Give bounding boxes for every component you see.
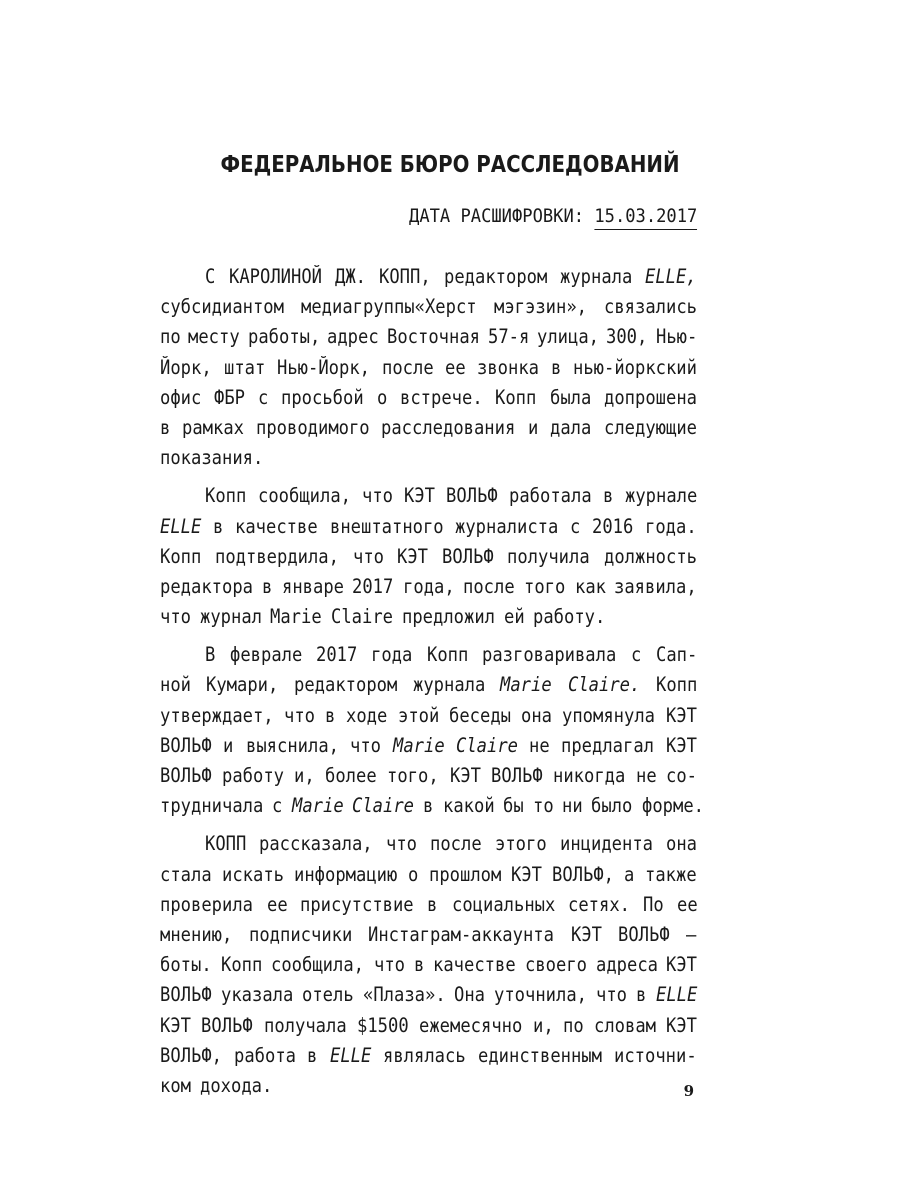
word: после [381,355,434,379]
date-label: ДАТА РАСШИФРОВКИ: [408,205,584,227]
word: рассказала, [259,832,374,856]
word: 300, [606,325,648,349]
word: допрошена [603,385,697,409]
word: своего [524,953,587,977]
word: месту [187,325,240,349]
word: Йорк, [160,355,212,379]
word: со- [666,764,698,787]
word: бы [503,794,525,818]
word: проводимого [255,415,370,439]
word: социальных [451,892,555,916]
word: была [549,385,591,409]
word: отель [301,983,354,1007]
word: Копп [426,643,469,667]
word: ее [266,892,288,916]
word: журнала [412,673,485,697]
word: с [257,385,269,409]
word: в [550,355,561,379]
word: журнал [199,605,262,629]
word: КОПП, [378,265,431,288]
date-value: 15.03.2017 [594,205,697,230]
word: журнале [624,484,698,508]
word: Копп [655,673,697,697]
text-line [160,602,697,632]
word: ВОЛЬФ [160,733,212,757]
word: ее [445,355,466,379]
word: являлась [383,1043,466,1067]
word: и, [532,1013,554,1037]
word: искать [222,862,285,886]
word: в [325,703,336,727]
text-line [160,413,697,443]
word: ФБР [214,385,246,409]
text-line [160,860,697,890]
text-line [160,1041,697,1071]
italic-word: Marie [291,794,344,818]
word: беседы [449,703,512,727]
word: упомянула [562,703,656,727]
word: Копп [205,484,247,508]
word: разговаривала [482,643,617,667]
word: Копп [160,544,202,568]
word: ВОЛЬФ [617,922,670,946]
word: медиагруппы«Херст [300,295,477,319]
word: боты. [160,953,212,977]
word: в [413,953,424,977]
word: этого [494,832,547,856]
word: редактором [443,265,548,288]
word: КЭТ [666,953,698,977]
word: адреса [595,953,658,977]
word: в [307,1043,318,1067]
word: не [529,733,551,757]
word: после [463,574,516,598]
paragraph [160,262,697,473]
word: то [532,794,554,818]
text-line [160,1011,697,1041]
text-line [160,262,697,292]
word: заявила, [614,574,697,598]
word: По [643,892,664,916]
text-line [160,920,697,950]
text-line [160,670,697,700]
word: выяснила, [245,733,339,757]
word: в [427,892,438,916]
word: ДЖ. [334,265,366,288]
word: предложил [401,605,495,629]
word: что [596,983,628,1007]
word: журналиста [455,514,559,538]
word: по [160,325,181,349]
word: Она [454,983,486,1007]
word: Marie [270,605,323,629]
word: по [563,1013,584,1037]
word: звонка [477,355,540,379]
word: ВОЛЬФ [446,484,498,508]
word: в [423,794,434,818]
word: ее [676,892,698,916]
paragraph-gap [160,821,697,829]
word: ни [561,794,583,818]
word: в [603,484,614,508]
word: также [645,862,697,886]
word: единственным [478,1043,603,1067]
word: ной [160,673,192,697]
word: Копп [220,953,263,977]
word: работала [509,484,592,508]
word: не [635,764,657,787]
word: инцидента [559,832,653,856]
word: проверила [160,892,253,916]
text-line [160,512,697,542]
word: 2017 [315,643,358,667]
word: сетях. [567,892,630,916]
word: что [386,832,418,856]
word: КЭТ [404,484,436,508]
word: ком [160,1073,192,1097]
word: $1500 [356,1013,409,1037]
word: качестве [235,514,318,538]
word: штат [223,355,265,379]
body-text [160,262,704,1101]
text-line [160,443,697,473]
paragraph [160,829,697,1101]
text-line [160,829,697,859]
word: предлагал [561,733,655,757]
word: Сап- [655,643,697,667]
text-line [160,322,697,352]
text-line [160,761,697,791]
word: никогда [552,764,626,787]
word: журнала [559,265,633,288]
word: С [205,265,216,288]
italic-word: Marie [500,673,553,697]
word: должность [603,544,697,568]
word: в [160,415,171,439]
word: КОПП [205,832,247,856]
word: мнению, [160,922,233,946]
word: а [624,862,635,886]
word: более [324,764,377,787]
word: 2017 [352,574,394,598]
word: ВОЛЬФ [441,544,494,568]
word: какой [442,794,495,818]
word: нью-йоркский [572,355,697,379]
word: что [350,733,382,757]
word: дала [550,415,592,439]
italic-word: Claire [456,733,519,757]
word: В [205,643,216,667]
word: КЭТ [666,703,698,727]
word: следующие [603,415,697,439]
word: адрес [327,325,380,349]
transcription-date-line [409,205,697,227]
word: стала [160,862,212,886]
word: ВОЛЬФ [160,983,212,1007]
paragraph [160,640,704,821]
word: работа [233,1043,296,1067]
word: после [429,832,482,856]
word: КЭТ [570,922,602,946]
text-line [160,572,697,602]
text-line [160,791,704,821]
word: уточнила, [494,983,588,1007]
word: с [271,794,283,818]
paragraph-gap [160,632,697,640]
word: ходе [345,703,388,727]
word: показания. [160,446,264,470]
word: того [524,574,566,598]
word: этой [397,703,439,727]
text-line [160,890,697,920]
text-line [160,980,697,1010]
word: в [636,983,647,1007]
word: утверждает, [160,703,274,727]
word: Claire [331,605,394,629]
word: года, [402,574,455,598]
italic-word: Claire [352,794,415,818]
word: Нью-Йорк, [276,355,370,379]
word: улица, [537,325,600,349]
word: Кумари, [206,673,279,697]
word: о [407,862,418,886]
word: — [686,922,697,946]
word: с [569,514,581,538]
word: качестве [433,953,516,977]
word: года. [645,514,697,538]
word: КЭТ [449,764,481,787]
word: «Плаза». [362,983,446,1007]
word: того, [387,764,439,787]
word: встрече. [399,385,483,409]
word: как [574,574,606,598]
word: с [630,643,642,667]
word: трудничала [160,794,264,818]
word: было [591,794,633,818]
text-line [160,383,697,413]
word: информацию [294,862,398,886]
word: в [262,574,273,598]
word: январе [281,574,344,598]
word: она [666,832,698,856]
word: КЭТ [666,1013,698,1037]
word: 2016 [591,514,634,538]
italic-word: ELLE [160,514,202,538]
word: подписчики [248,922,353,946]
word: расследования [381,415,516,439]
word: редактором [294,673,398,697]
word: мэгэзин», [493,295,587,319]
text-line [160,353,697,383]
word: КАРОЛИНОЙ [228,265,322,288]
text-line [160,542,697,572]
word: и [223,733,234,757]
word: 57-я [488,325,530,349]
page-number: 9 [683,1082,694,1100]
word: Восточная [387,325,481,349]
word: указала [220,983,294,1007]
word: КЭТ [160,1013,192,1037]
word: она [521,703,553,727]
word: источни- [614,1043,697,1067]
paragraph-gap [160,473,697,481]
italic-word: Claire. [567,673,641,697]
word: офис [160,385,202,409]
italic-word: Marie [392,733,445,757]
word: ВОЛЬФ, [552,862,615,886]
word: что [373,953,405,977]
word: рамках [182,415,245,439]
word: феврале [229,643,302,667]
word: форме. [641,794,704,818]
word: сообщила, [271,953,365,977]
word: что [362,484,394,508]
word: ВОЛЬФ [160,764,212,787]
word: что [352,544,384,568]
word: Нью- [655,325,697,349]
word: в [213,514,224,538]
word: внештатного [329,514,444,538]
word: просьбой [281,385,364,409]
word: ВОЛЬФ, [160,1043,222,1067]
word: получила [507,544,590,568]
word: работу [222,764,285,787]
text-line [160,481,697,511]
word: о [376,385,387,409]
word: и, [294,764,315,787]
word: что [160,605,192,629]
word: работы, [247,325,320,349]
paragraph [160,481,697,632]
word: дохода. [199,1073,273,1097]
text-line [160,640,697,670]
italic-word: ELLE [329,1043,372,1067]
word: КЭТ [666,733,698,757]
word: ВОЛЬФ [201,1013,253,1037]
text-line [160,292,697,322]
page-heading: ФЕДЕРАЛЬНОЕ БЮРО РАССЛЕДОВАНИЙ [220,152,680,178]
italic-word: ELLE, [645,265,697,288]
word: ВОЛЬФ [490,764,543,787]
word: получала [263,1013,347,1037]
word: Копп [495,385,537,409]
word: сообщила, [257,484,351,508]
word: редактора [160,574,253,598]
word: Инстаграм-аккаунта [368,922,555,946]
italic-word: ELLE [655,983,697,1007]
word: КЭТ [511,862,543,886]
word: и [527,415,539,439]
word: связались [603,295,697,319]
word: словам [594,1013,657,1037]
text-line [160,731,697,761]
word: прошлом [428,862,501,886]
word: работу. [533,605,606,629]
text-line [160,950,697,980]
word: КЭТ [397,544,429,568]
text-line [160,1071,697,1101]
word: что [283,703,315,727]
text-line [160,701,697,731]
word: субсидиантом [160,295,284,319]
word: присутствие [300,892,415,916]
word: ей [504,605,525,629]
word: ежемесячно [419,1013,523,1037]
word: года [371,643,413,667]
word: подтвердила, [215,544,340,568]
